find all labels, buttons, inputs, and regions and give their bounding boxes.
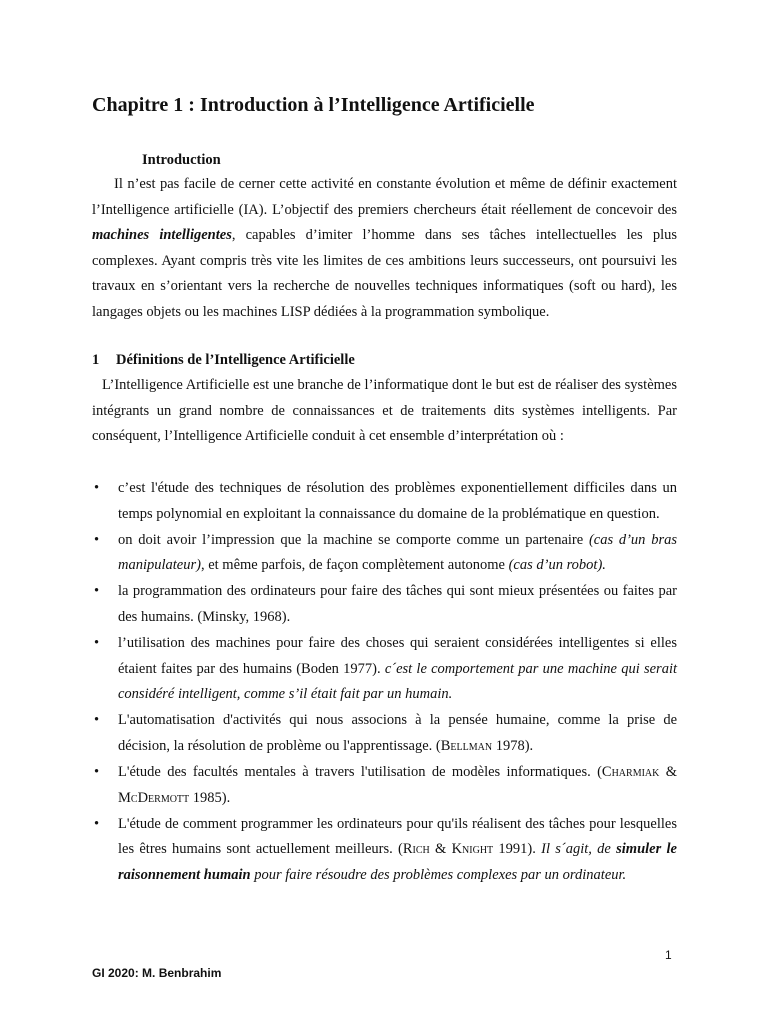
- list-item-italic: pour faire résoudre des problèmes complexes par un ordinateur.: [250, 866, 627, 883]
- list-item: [92, 760, 677, 811]
- list-item: [92, 631, 677, 708]
- list-item-text: &: [429, 841, 452, 858]
- list-item: [92, 579, 677, 630]
- author-name: Rich: [402, 841, 430, 858]
- list-item-text: on doit avoir l’impression que la machine se comporte comme un partenaire: [118, 531, 589, 548]
- list-item: [92, 528, 677, 579]
- list-item-text: &: [659, 764, 677, 781]
- list-item-text: 1991).: [493, 841, 542, 858]
- author-name: Bellman: [440, 737, 493, 754]
- bullet-icon: •: [94, 635, 100, 652]
- chapter-title: Chapitre 1 : Introduction à l’Intelligence Artificielle: [92, 94, 535, 116]
- bullet-icon: •: [94, 583, 100, 600]
- list-item-text: 1978).: [492, 737, 534, 754]
- page-number: 1: [665, 948, 672, 962]
- section-1-heading: [92, 350, 355, 370]
- list-item-bold-italic: simuler le raisonnement humain: [118, 841, 677, 883]
- bullet-icon: •: [94, 480, 100, 496]
- list-item-text: L'étude de comment programmer les ordinateurs pour qu'ils réalisent des tâches pour lesquelles les êtres humains sont actuellement meilleurs. (: [118, 815, 677, 858]
- bullet-icon: •: [94, 815, 100, 832]
- bullet-icon: •: [94, 712, 100, 729]
- bullet-icon: •: [94, 531, 100, 548]
- list-item: [92, 476, 677, 527]
- section-1-title: Définitions de l’Intelligence Artificielle: [116, 352, 355, 368]
- list-item-text: 1985).: [189, 789, 231, 806]
- list-item-text: , et même parfois, de façon complètement autonome: [200, 557, 509, 574]
- author-name: Knight: [451, 841, 494, 858]
- list-item-italic: c´est le comportement par une machine qui serait considéré intelligent, comme s’il était fait par un humain.: [118, 660, 677, 703]
- list-item-text: l’utilisation des machines pour faire des choses qui seraient considérées intelligentes si elles étaient faites par des humains (Boden 1977).: [118, 635, 677, 677]
- list-item-italic: (cas d’un bras manipulateur): [118, 531, 677, 574]
- list-item-text: la programmation des ordinateurs pour faire des tâches qui sont mieux présentées ou faites par des humains. (Minsky, 1968).: [118, 583, 677, 625]
- footer-text: GI 2020: M. Benbrahim: [92, 966, 222, 980]
- section-1-number: 1: [92, 352, 100, 368]
- intro-text-2: , capables d’imiter l’homme dans ses tâches intellectuelles les plus complexes. Ayant compris très vite les limites de ces ambitions leurs successeurs, ont poursuivi les travaux en s’orientant vers la recherche de nouvelles techniques informatiques (soft ou hard), les langages objets ou les machines LISP dédiées à la programmation symbolique.: [92, 227, 677, 320]
- intro-heading: Introduction: [142, 152, 221, 168]
- intro-paragraph: [92, 172, 677, 326]
- intro-emphasis: machines intelligentes: [92, 227, 232, 244]
- list-item: [92, 708, 677, 759]
- author-name: Charmiak: [601, 764, 660, 781]
- list-item-text: c’est l'étude des techniques de résolution des problèmes exponentiellement difficiles dans un temps polynomial en exploitant la connaissance du domaine de la problématique en question.: [118, 480, 677, 522]
- definitions-list: [92, 476, 677, 889]
- intro-text-1: Il n’est pas facile de cerner cette activité en constante évolution et même de définir exactement l’Intelligence artificielle (IA). L’objectif des premiers chercheurs était réellement de concevoir des: [92, 176, 677, 218]
- list-item-italic: Il s´agit, de: [541, 841, 617, 858]
- list-item-italic: (cas d’un robot).: [508, 557, 606, 574]
- bullet-icon: •: [94, 764, 100, 781]
- author-name: McDermott: [118, 789, 190, 806]
- list-item: [92, 812, 677, 889]
- list-item-text: L'étude des facultés mentales à travers l'utilisation de modèles informatiques. (: [118, 764, 602, 781]
- list-item-text: L'automatisation d'activités qui nous associons à la pensée humaine, comme la prise de décision, la résolution de problème ou l'apprentissage. (: [118, 712, 677, 754]
- section-1-paragraph: L’Intelligence Artificielle est une branche de l’informatique dont le but est de réaliser des systèmes intégrants un grand nombre de connaissances et de traitements dits systèmes intelligents. Par conséquent, l’Intelligence Artificielle conduit à cet ensemble d’interprétation où :: [92, 377, 677, 445]
